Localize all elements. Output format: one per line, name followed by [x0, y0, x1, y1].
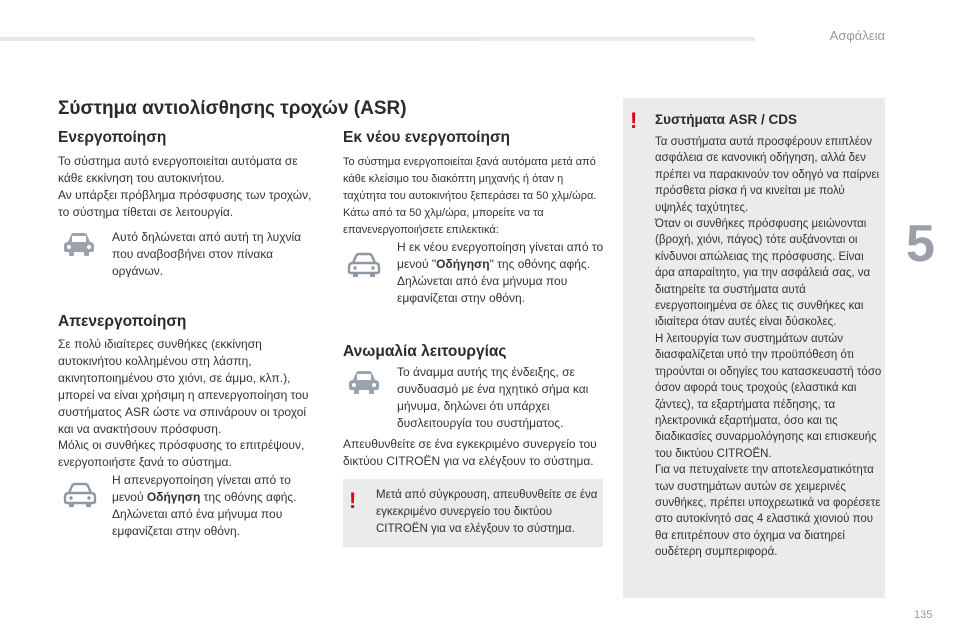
warning-note-text: Μετά από σύγκρουση, απευθυνθείτε σε ένα εγκεκριμένο συνεργείο του δικτύου CITROËN για να ελέγξουν το σύστημα.: [376, 489, 598, 535]
asr-car-warning-icon: [60, 229, 98, 259]
sidebar-text: Τα συστήματα αυτά προσφέρουν επιπλέον ασφάλεια σε κανονική οδήγηση, αλλά δεν πρέπει να παρακινούν τον οδηγό να παίρνει πρόσθετα ρίσκα ή να κινείται με πολύ υψηλές ταχύτητες. Όταν οι συνθήκες πρόσφυσης μειώνονται (βροχή, χιόνι, πάγος) τότε αυξάνονται οι κίνδυνοι απώλειας της πρόσφυσης. Είναι άρα απαραίτητο, για την ασφάλειά σας, να διατηρείτε τα συστήματα αυτά ενεργοποιημένα σε όλες τις συνθήκες και ιδιαίτερα όταν αυτές είναι δύσκολες. Η λειτουργία των συστημάτων αυτών διασφαλίζεται υπό την προϋπόθεση ότι τηρούνται οι οδηγίες του κατασκευαστή τόσο όσον αφορά τους τροχούς (ελαστικά και ζάντες), τα εξαρτήματα πέδησης, τα ηλεκτρονικά εξαρτήματα, όσο και τις διαδικασίες συναρμολόγησης και επισκευής του δικτύου CITROËN. Για να πετυχαίνετε την αποτελεσματικότητα των συστημάτων αυτών σε χειμερινές συνθήκες, πρέπει υποχρεωτικά να φορέσετε στο αυτοκίνητό σας 4 ελαστικά χιονιού που θα επιτρέπουν στο όχημα να διατηρεί ουδέτερη συμπεριφορά.: [655, 136, 882, 559]
sidebar-title: Συστήματα ASR / CDS: [655, 112, 797, 127]
page-number: 135: [914, 609, 933, 621]
deactivation-text-2: Μόλις οι συνθήκες πρόσφυσης το επιτρέψουν, ενεργοποιήστε ξανά το σύστημα.: [58, 438, 305, 469]
reactivation-icon-text: Η εκ νέου ενεργοποίηση γίνεται από το μενού "Οδήγηση" της οθόνης αφής. Δηλώνεται από ένα μήνυμα που εμφανίζεται στην οθόνη.: [397, 240, 604, 305]
deactivation-text-1: Σε πολύ ιδιαίτερες συνθήκες (εκκίνηση αυτοκινήτου κολλημένου στη λάσπη, ακινητοποιημένου στο χιόνι, σε άμμο, κλπ.), μπορεί να είναι χρήσιμη η απενεργοποίηση του συστήματος ASR ώστε να σπινάρουν οι τροχοί και να ανακτήσουν πρόσφυση.: [58, 337, 309, 436]
header-rule-right: [480, 37, 755, 41]
activation-heading: Ενεργοποίηση: [58, 129, 167, 146]
page-title: Σύστημα αντιολίσθησης τροχών (ASR): [58, 98, 407, 119]
chapter-number: 5: [906, 215, 935, 273]
deactivation-heading: Απενεργοποίηση: [58, 313, 187, 330]
section-name: Ασφάλεια: [829, 28, 885, 43]
header-rule-left: [0, 37, 480, 41]
exclamation-warning-icon: !: [349, 488, 357, 513]
malfunction-icon-text: Το άναμμα αυτής της ένδειξης, σε συνδυασμό με ένα ηχητικό σήμα και μήνυμα, δηλώνει ότι υπάρχει δυσλειτουργία του συστήματος.: [397, 365, 589, 430]
deactivation-icon-text: Η απενεργοποίηση γίνεται από το μενού Οδήγηση της οθόνης αφής. Δηλώνεται από ένα μήνυμα που εμφανίζεται στην οθόνη.: [112, 473, 297, 538]
activation-text: Το σύστημα αυτό ενεργοποιείται αυτόματα σε κάθε εκκίνηση του αυτοκινήτου. Αν υπάρξει πρόβλημα πρόσφυσης των τροχών, το σύστημα τίθεται σε λειτουργία.: [58, 154, 312, 219]
car-settings-icon: [60, 482, 100, 510]
malfunction-text: Απευθυνθείτε σε ένα εγκεκριμένο συνεργείο του δικτύου CITROËN για να ελέγξουν το σύστημα.: [343, 437, 597, 468]
car-settings-icon: [344, 252, 384, 280]
reactivation-heading: Εκ νέου ενεργοποίηση: [343, 129, 511, 146]
reactivation-text: Το σύστημα ενεργοποιείται ξανά αυτόματα μετά από κάθε κλείσιμο του διακόπτη μηχανής ή όταν η ταχύτητα του αυτοκινήτου ξεπεράσει τα 50 χλμ/ώρα. Κάτω από τα 50 χλμ/ώρα, μπορείτε να τα επανενεργοποιήσετε επιλεκτικά:: [343, 156, 597, 236]
activation-icon-text: Αυτό δηλώνεται από αυτή τη λυχνία που αναβοσβήνει στον πίνακα οργάνων.: [112, 230, 302, 278]
malfunction-heading: Ανωμαλία λειτουργίας: [343, 343, 507, 360]
exclamation-warning-icon: !: [630, 108, 638, 133]
asr-car-warning-icon: [345, 367, 383, 397]
